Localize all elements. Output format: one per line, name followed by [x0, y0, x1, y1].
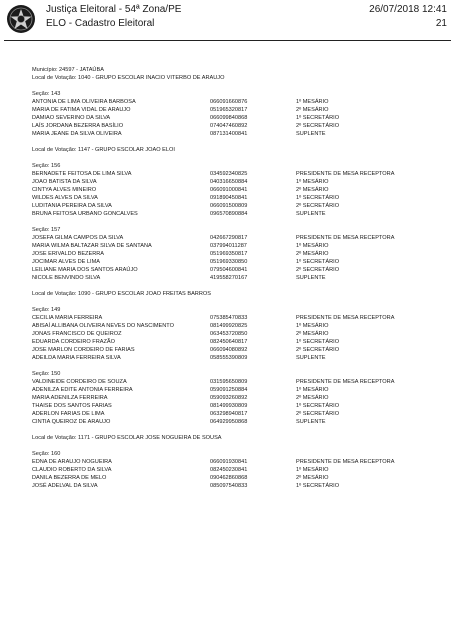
member-role: 2º MESÁRIO	[296, 251, 329, 257]
member-id: 066094080892	[210, 347, 248, 353]
table-row	[32, 402, 452, 410]
table-row	[32, 386, 452, 394]
table-row	[32, 482, 452, 490]
header-datetime: 26/07/2018 12:41	[369, 4, 447, 15]
table-row	[32, 210, 452, 218]
secao-label: Seção: 143	[32, 91, 61, 97]
member-role: SUPLENTE	[296, 131, 326, 137]
member-role: 2º MESÁRIO	[296, 331, 329, 337]
member-role: 2º MESÁRIO	[296, 187, 329, 193]
member-role: 1º MESÁRIO	[296, 467, 329, 473]
member-role: 1º SECRETÁRIO	[296, 339, 340, 345]
member-role: 2º SECRETÁRIO	[296, 123, 340, 129]
member-id: 082450230841	[210, 467, 248, 473]
table-row	[32, 234, 452, 242]
member-role: 2º SECRETÁRIO	[296, 411, 340, 417]
table-row	[32, 114, 452, 122]
table-row	[32, 202, 452, 210]
table-row	[32, 418, 452, 426]
secao-label: Seção: 157	[32, 227, 61, 233]
member-id: 037994011287	[210, 243, 247, 249]
member-id: 074047460892	[210, 123, 248, 129]
member-name: JOAO BATISTA DA SILVA	[32, 179, 97, 185]
member-role: PRESIDENTE DE MESA RECEPTORA	[296, 379, 395, 385]
header-divider	[4, 40, 451, 41]
member-id: 034592340825	[210, 171, 248, 177]
member-role: 2º MESÁRIO	[296, 475, 329, 481]
member-name: EDUARDA CORDEIRO FRAZÃO	[32, 339, 115, 345]
member-name: ABISAÍ ALLIBANA OLIVEIRA NEVES DO NASCIMENTO	[32, 323, 174, 329]
member-id: 091890450841	[210, 195, 248, 201]
local-votacao-label: Local de Votação: 1147 - GRUPO ESCOLAR JOAO ELOI	[32, 147, 175, 153]
member-role: 1º MESÁRIO	[296, 179, 329, 185]
member-role: PRESIDENTE DE MESA RECEPTORA	[296, 171, 395, 177]
member-name: EDNA DE ARAUJO NOGUEIRA	[32, 459, 112, 465]
member-role: 1º MESÁRIO	[296, 99, 329, 105]
member-id: 063453720850	[210, 331, 248, 337]
member-id: 081499920825	[210, 323, 248, 329]
table-row	[32, 266, 452, 274]
member-role: PRESIDENTE DE MESA RECEPTORA	[296, 235, 395, 241]
member-name: JONAS FRANCISCO DE QUEIROZ	[32, 331, 122, 337]
member-name: CINTIA QUEIROZ DE ARAUJO	[32, 419, 111, 425]
secao-label: Seção: 150	[32, 371, 61, 377]
member-name: WILDES ALVES DA SILVA	[32, 195, 98, 201]
page-header	[0, 0, 455, 46]
table-row	[32, 338, 452, 346]
table-row	[32, 194, 452, 202]
table-row	[32, 330, 452, 338]
table-row	[32, 410, 452, 418]
table-row	[32, 466, 452, 474]
member-name: LEILIANE MARIA DOS SANTOS ARAÚJO	[32, 267, 138, 273]
member-role: PRESIDENTE DE MESA RECEPTORA	[296, 459, 395, 465]
member-role: 1º MESÁRIO	[296, 323, 329, 329]
member-name: MARIA ADENILZA FERREIRA	[32, 395, 108, 401]
member-id: 058555390809	[210, 355, 248, 361]
table-row	[32, 378, 452, 386]
member-id: 059091250884	[210, 387, 248, 393]
member-role: 1º MESÁRIO	[296, 387, 329, 393]
member-name: ANTONIA DE LIMA OLIVEIRA BARBOSA	[32, 99, 136, 105]
member-name: VALDINEIDE CORDEIRO DE SOUZA	[32, 379, 127, 385]
table-row	[32, 98, 452, 106]
member-role: 2º MESÁRIO	[296, 107, 329, 113]
member-name: ADENILZA EDITE ANTONIA FERREIRA	[32, 387, 133, 393]
municipio-label: Município: 24597 - JATAÚBA	[32, 67, 104, 73]
member-role: 1º SECRETÁRIO	[296, 403, 340, 409]
table-row	[32, 314, 452, 322]
member-id: 066091500809	[210, 203, 248, 209]
local-votacao-label: Local de Votação: 1040 - GRUPO ESCOLAR INACIO VITERBO DE ARAUJO	[32, 75, 225, 81]
member-name: BERNADETE FEITOSA DE LIMA SILVA	[32, 171, 132, 177]
member-name: MARIA WILMA BALTAZAR SILVA DE SANTANA	[32, 243, 152, 249]
member-role: SUPLENTE	[296, 419, 326, 425]
secao-label: Seção: 156	[32, 163, 61, 169]
member-id: 066091930841	[210, 459, 248, 465]
member-id: 081499930809	[210, 403, 248, 409]
member-role: 2º MESÁRIO	[296, 395, 329, 401]
member-name: CECILIA MARIA FERREIRA	[32, 315, 103, 321]
member-role: 2º SECRETÁRIO	[296, 347, 340, 353]
brasao-icon	[6, 4, 36, 34]
member-id: 059093260892	[210, 395, 248, 401]
member-role: PRESIDENTE DE MESA RECEPTORA	[296, 315, 395, 321]
member-name: ADEILDA MARIA FERREIRA SILVA	[32, 355, 121, 361]
page-number: 21	[435, 18, 447, 29]
member-name: CLAUDIO ROBERTO DA SILVA	[32, 467, 112, 473]
member-name: LAÍS JORDANA BEZERRA BASÍLIO	[32, 123, 124, 129]
member-role: SUPLENTE	[296, 275, 326, 281]
member-role: 2º SECRETÁRIO	[296, 203, 340, 209]
table-row	[32, 354, 452, 362]
member-id: 082450640817	[210, 339, 248, 345]
member-id: 064929950868	[210, 419, 248, 425]
table-row	[32, 322, 452, 330]
table-row	[32, 250, 452, 258]
member-id: 087131400841	[210, 131, 248, 137]
member-name: MARIA DE FATIMA VIDAL DE ARAUJO	[32, 107, 131, 113]
member-name: ADERLON FARIAS DE LIMA	[32, 411, 105, 417]
member-id: 051969350817	[210, 251, 248, 257]
member-name: THAISE DOS SANTOS FARIAS	[32, 403, 112, 409]
member-id: 051969330850	[210, 259, 248, 265]
table-row	[32, 458, 452, 466]
member-id: 075385470833	[210, 315, 248, 321]
local-votacao-label: Local de Votação: 1090 - GRUPO ESCOLAR JOAO FREITAS BARROS	[32, 291, 211, 297]
table-row	[32, 170, 452, 178]
member-role: 1º SECRETÁRIO	[296, 483, 340, 489]
secao-label: Seção: 149	[32, 307, 61, 313]
secao-label: Seção: 160	[32, 451, 61, 457]
table-row	[32, 474, 452, 482]
member-role: SUPLENTE	[296, 355, 326, 361]
table-row	[32, 242, 452, 250]
table-row	[32, 258, 452, 266]
member-id: 042667290817	[210, 235, 248, 241]
member-name: JOCIMAR ALVES DE LIMA	[32, 259, 100, 265]
member-name: LUDITANIA PEREIRA DA SILVA	[32, 203, 112, 209]
member-id: 419558270167	[210, 275, 248, 281]
member-name: DAMIAO SEVERINO DA SILVA	[32, 115, 111, 121]
member-id: 040316650884	[210, 179, 248, 185]
local-votacao-label: Local de Votação: 1171 - GRUPO ESCOLAR JOSE NOGUEIRA DE SOUSA	[32, 435, 222, 441]
member-name: DANILA BEZERRA DE MELO	[32, 475, 107, 481]
member-id: 085097540833	[210, 483, 248, 489]
member-id: 031595650809	[210, 379, 248, 385]
member-id: 096570890884	[210, 211, 248, 217]
member-name: BRUNA FEITOSA URBANO GONCALVES	[32, 211, 138, 217]
member-id: 063298940817	[210, 411, 248, 417]
table-row	[32, 122, 452, 130]
table-row	[32, 186, 452, 194]
member-role: 1º SECRETÁRIO	[296, 115, 340, 121]
header-title: Justiça Eleitoral - 54ª Zona/PE	[46, 4, 182, 15]
member-id: 066099840868	[210, 115, 248, 121]
table-row	[32, 274, 452, 282]
member-name: JOSE ERIVALDO BEZERRA	[32, 251, 105, 257]
member-name: JOSE MARLON CORDEIRO DE FARIAS	[32, 347, 135, 353]
member-role: 1º MESÁRIO	[296, 243, 329, 249]
member-name: CINTYA ALVES MINEIRO	[32, 187, 97, 193]
member-id: 090462860868	[210, 475, 248, 481]
member-id: 066091000841	[210, 187, 248, 193]
member-role: SUPLENTE	[296, 211, 326, 217]
member-id: 051965320817	[210, 107, 248, 113]
member-name: MARIA JEANE DA SILVA OLIVEIRA	[32, 131, 122, 137]
member-id: 079504600841	[210, 267, 248, 273]
member-role: 2º SECRETÁRIO	[296, 267, 340, 273]
member-id: 066091660876	[210, 99, 248, 105]
document-body	[32, 66, 452, 490]
table-row	[32, 346, 452, 354]
table-row	[32, 106, 452, 114]
member-role: 1º SECRETÁRIO	[296, 195, 340, 201]
header-subtitle: ELO - Cadastro Eleitoral	[46, 18, 155, 29]
member-name: JOSEFA GILMA CAMPOS DA SILVA	[32, 235, 124, 241]
table-row	[32, 130, 452, 138]
table-row	[32, 394, 452, 402]
table-row	[32, 178, 452, 186]
member-name: NICOLE BENVINDO SILVA	[32, 275, 101, 281]
member-role: 1º SECRETÁRIO	[296, 259, 340, 265]
member-name: JOSÉ ADELVAL DA SILVA	[32, 483, 98, 489]
